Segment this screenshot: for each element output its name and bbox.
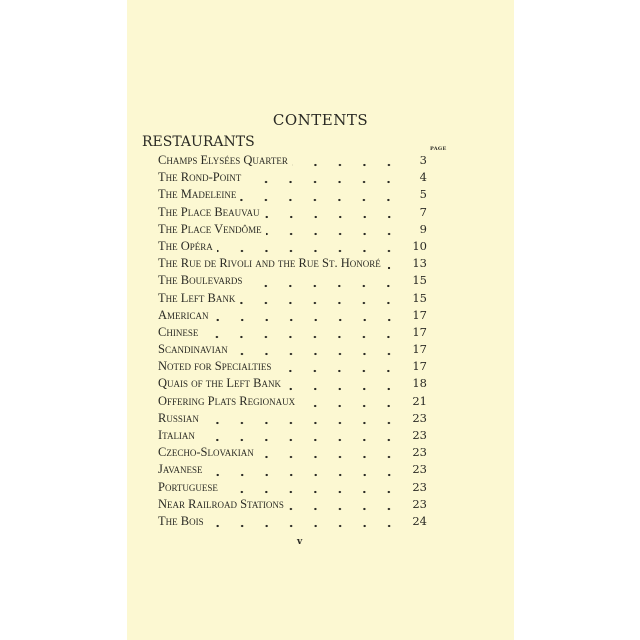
toc-entry [158, 514, 427, 531]
entry-label: Scandinavian [158, 342, 228, 357]
entry-page: 15 [412, 290, 427, 305]
entry-label: The Madeleine [158, 187, 237, 202]
entry-page: 23 [412, 428, 427, 442]
toc-entry [158, 342, 427, 359]
page-folio: v [297, 537, 303, 547]
entry-page: 17 [412, 342, 427, 357]
entry-page: 23 [412, 496, 427, 511]
toc-entry [158, 170, 427, 187]
entry-page: 17 [412, 324, 427, 339]
toc-entry [158, 394, 427, 411]
entry-label: Offering Plats Regionaux [158, 393, 296, 408]
entry-page: 5 [419, 187, 427, 202]
leader-dots [199, 432, 401, 442]
page-column-header: PAGE [430, 146, 447, 152]
toc-entry [158, 462, 427, 479]
leader-dots [275, 363, 401, 373]
toc-entry [158, 445, 427, 462]
entry-label: American [158, 307, 209, 322]
leader-dots [222, 484, 401, 494]
entry-page: 10 [412, 238, 427, 253]
entry-label: Russian [158, 410, 199, 425]
leader-dots [246, 278, 401, 288]
leader-dots [213, 312, 401, 322]
leader-dots [217, 243, 401, 253]
entry-label: The Opéra [158, 238, 213, 253]
leader-dots [240, 192, 401, 202]
entry-label: The Boulevards [158, 273, 243, 288]
page-title: CONTENTS [272, 111, 369, 129]
entry-label: Czecho-Slovakian [158, 445, 254, 460]
leader-dots [258, 449, 401, 459]
leader-dots [292, 157, 401, 167]
toc-entry [158, 273, 427, 290]
leader-dots [285, 381, 401, 391]
contents-list [158, 153, 427, 531]
entry-page: 15 [412, 273, 427, 288]
entry-label: The Left Bank [158, 290, 236, 305]
toc-entry [158, 428, 427, 445]
entry-label: Chinese [158, 324, 199, 339]
entry-label: The Place Beauvau [158, 204, 260, 219]
leader-dots [288, 501, 401, 511]
leader-dots [245, 174, 401, 184]
entry-page: 3 [419, 153, 427, 167]
leader-dots [239, 295, 401, 305]
section-heading: RESTAURANTS [142, 134, 255, 150]
entry-page: 17 [412, 307, 427, 322]
entry-label: Portuguese [158, 479, 218, 494]
toc-entry [158, 256, 427, 273]
entry-page: 24 [412, 513, 427, 528]
entry-label: The Rond-Point [158, 170, 242, 185]
entry-page: 18 [412, 376, 427, 391]
toc-entry [158, 359, 427, 376]
leader-dots [266, 226, 401, 236]
entry-page: 17 [412, 359, 427, 374]
entry-page: 13 [412, 256, 427, 271]
toc-entry [158, 291, 427, 308]
entry-label: Near Railroad Stations [158, 496, 284, 511]
entry-page: 4 [419, 170, 427, 185]
toc-entry [158, 376, 427, 393]
toc-entry [158, 325, 427, 342]
toc-entry [158, 411, 427, 428]
entry-label: The Rue de Rivoli and the Rue St. Honoré [158, 256, 381, 271]
leader-dots [232, 346, 401, 356]
toc-entry [158, 497, 427, 514]
entry-page: 23 [412, 479, 427, 494]
entry-label: The Bois [158, 513, 204, 528]
toc-entry [158, 205, 427, 222]
entry-label: Quais of the Left Bank [158, 376, 281, 391]
toc-entry [158, 153, 427, 170]
toc-entry [158, 480, 427, 497]
entry-label: Javanese [158, 462, 203, 477]
leader-dots [207, 467, 401, 477]
toc-entry [158, 308, 427, 325]
entry-label: Champs Elysées Quarter [158, 153, 288, 167]
entry-label: The Place Vendôme [158, 221, 262, 236]
leader-dots [202, 329, 401, 339]
entry-page: 23 [412, 410, 427, 425]
entry-page: 21 [412, 393, 427, 408]
toc-entry [158, 239, 427, 256]
leader-dots [264, 209, 401, 219]
leader-dots [385, 260, 401, 270]
entry-label: Italian [158, 428, 195, 442]
entry-page: 23 [412, 462, 427, 477]
leader-dots [203, 415, 401, 425]
entry-label: Noted for Specialties [158, 359, 272, 374]
leader-dots [208, 518, 401, 528]
toc-entry [158, 187, 427, 204]
entry-page: 7 [419, 204, 427, 219]
leader-dots [299, 398, 401, 408]
book-page [127, 0, 514, 640]
entry-page: 23 [412, 445, 427, 460]
entry-page: 9 [419, 221, 427, 236]
toc-entry [158, 222, 427, 239]
